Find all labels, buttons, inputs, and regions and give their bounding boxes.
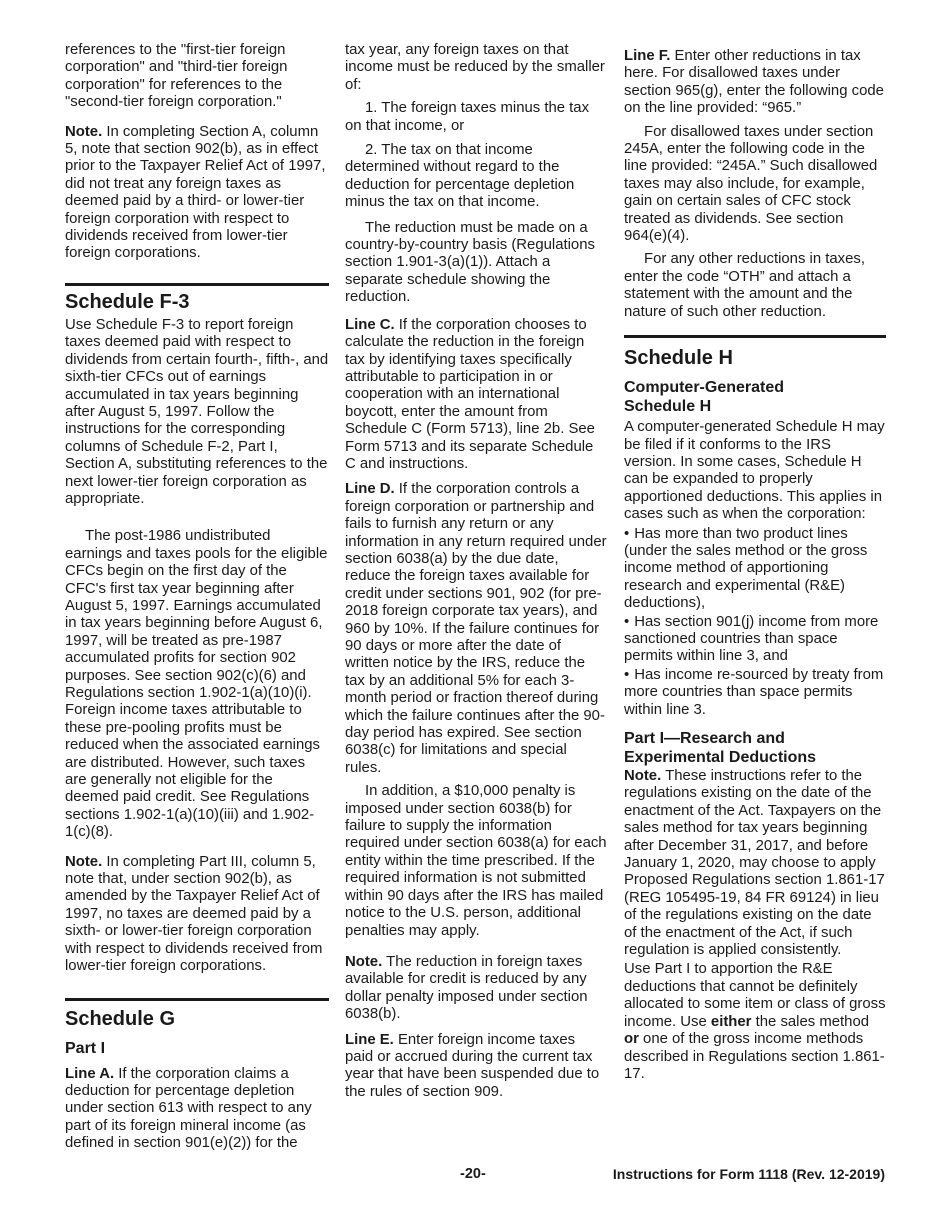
paragraph: For any other reductions in taxes, enter the code “OTH” and attach a statement with the amount and the nature of such other reduction.	[624, 251, 865, 320]
paragraph: For disallowed taxes under section 245A, enter the following code in the line provided: “245A.” Such disallowed taxes may also include, for example, gain on certain sales of CFC stock treated as dividends. See section 964(e)(4).	[624, 123, 878, 245]
list-item: 1. The foreign taxes minus the tax on that income, or	[345, 100, 590, 134]
heading-part-i: Part I	[65, 1039, 106, 1057]
paragraph: The post-1986 undistributed earnings and taxes pools for the eligible CFCs begin on the first day of the CFC's first tax year beginning after August 5, 1997. Earnings accumulated in tax years beginning before August 6, 1997, will be treated as pre-1987 accumulated profits for section 902 purposes. See section 902(c)(6) and Regulations section 1.902-1(a)(10)(i). Foreign income taxes attributable to these pre-pooling profits must be reduced when the associated earnings are distributed. However, such taxes are generally not eligible for the deemed paid credit. See Regulations sections 1.902-1(a)(10)(iii) and 1.902-1(c)(8).	[65, 528, 328, 841]
line-f-lead: Line F.	[624, 48, 671, 64]
text-run: the sales method	[751, 1013, 870, 1030]
heading-schedule-h: Schedule H	[624, 347, 733, 370]
note-lead: Note.	[65, 853, 103, 870]
column-3	[624, 48, 886, 1095]
line-a-paragraph	[65, 1066, 329, 1153]
line-d-lead: Line D.	[345, 481, 395, 498]
list-item: 2. The tax on that income determined without regard to the deduction for percentage depletion minus the tax on that income.	[345, 142, 575, 211]
section-rule	[65, 283, 329, 286]
line-d-paragraph	[345, 481, 607, 777]
note-text: In completing Section A, column 5, note that section 902(b), as in effect prior to the Taxpayer Relief Act of 1997, did not treat any foreign taxes as deemed paid by a third- or lower-tier foreign corporation with respect to dividends received from lower-tier foreign corporations.	[65, 123, 326, 262]
text-run: one of the gross income methods described in Regulations section 1.861-17.	[624, 1031, 885, 1082]
note-text: In completing Part III, column 5, note that, under section 902(b), as amended by the Taxpayer Relief Act of 1997, no taxes are deemed paid by a sixth- or lower-tier foreign corporation with respect to dividends received from lower-tier foreign corporations.	[65, 853, 323, 975]
bullet-list	[624, 526, 886, 719]
line-e-lead: Line E.	[345, 1031, 394, 1048]
emphasis: or	[624, 1031, 639, 1048]
line-e-paragraph	[345, 1032, 607, 1102]
note-paragraph	[345, 954, 607, 1024]
footer-form-title: Instructions for Form 1118 (Rev. 12-2019)	[612, 1166, 885, 1182]
heading-computer-generated: Computer-Generated Schedule H	[624, 379, 785, 416]
column-1	[65, 42, 329, 1165]
list-item: • Has section 901(j) income from more sanctioned countries than space permits within line 3, and	[624, 614, 886, 666]
line-c-paragraph	[345, 317, 607, 474]
heading-schedule-g: Schedule G	[65, 1007, 176, 1030]
paragraph: In addition, a $10,000 penalty is imposed under section 6038(b) for failure to supply the information required under section 6038(a) for each entity within the time prescribed. If the required information is not submitted within 90 days after the IRS has mailed notice to the U.S. person, additional penalties may apply.	[345, 783, 607, 939]
note-lead: Note.	[345, 953, 383, 970]
line-f-paragraph	[624, 48, 886, 118]
note-paragraph	[624, 768, 886, 959]
note-lead: Note.	[65, 123, 103, 140]
note-lead: Note.	[624, 768, 662, 784]
heading-part-i-research: Part I—Research and Experimental Deductions	[624, 730, 817, 766]
paragraph: Use Schedule F-3 to report foreign taxes deemed paid with respect to dividends from certain fourth-, fifth-, and sixth-tier CFCs out of earnings accumulated in tax years beginning after August 5, 1997. Follow the instructions for the corresponding columns of Schedule F-2, Part I, Section A, substituting references to the next lower-tier foreign corporation as appropriate.	[65, 316, 329, 507]
line-c-lead: Line C.	[345, 316, 395, 333]
paragraph: A computer-generated Schedule H may be filed if it conforms to the IRS version. In some cases, Schedule H can be expanded to properly apportioned deductions. This applies in cases such as when the corporation:	[624, 419, 885, 523]
text-run: Use Part I to apportion the R&E deductions that cannot be definitely allocated to some item or class of gross income. Use	[624, 961, 886, 1030]
note-paragraph	[65, 124, 329, 263]
paragraph: references to the "first-tier foreign corporation" and "third-tier foreign corporation" for references to the "second-tier foreign corporation."	[65, 42, 288, 111]
heading-schedule-f3: Schedule F-3	[65, 290, 190, 313]
paragraph: tax year, any foreign taxes on that income must be reduced by the smaller of:	[345, 42, 605, 93]
line-a-text: If the corporation claims a deduction for percentage depletion under section 613 with respect to any part of its foreign mineral income (as defined in section 901(e)(2)) for the	[65, 1065, 312, 1152]
note-text: The reduction in foreign taxes available for credit is reduced by any dollar penalty imposed under section 6038(b).	[345, 953, 588, 1023]
line-d-text: If the corporation controls a foreign corporation or partnership and fails to furnish any return or any information in any return required under section 6038(a) by the due date, reduce the foreign taxes available for credit under sections 901, 902 (for pre-2018 foreign corporate tax years), and 960 by 10%. If the failure continues for 90 days or more after the date of written notice by the IRS, reduce the tax by an additional 5% for each 3-month period or fraction thereof during which the failure continues after the 90-day period has expired. See section 6038(c) for limitations and special rules.	[345, 481, 607, 776]
page-number: -20-	[460, 1166, 486, 1182]
line-a-lead: Line A.	[65, 1065, 115, 1082]
line-c-text: If the corporation chooses to calculate the reduction in the foreign tax by identifying taxes specifically attributable to participation in or cooperation with an international boycott, enter the amount from Schedule C (Form 5713), line 2b. See Form 5713 and its separate Schedule C and instructions.	[345, 316, 595, 472]
line-e-text: Enter foreign income taxes paid or accrued during the current tax year that have been suspended due to the rules of section 909.	[345, 1031, 600, 1100]
emphasis: either	[710, 1013, 752, 1030]
note-paragraph	[65, 854, 329, 976]
list-item: • Has more than two product lines (under the sales method or the gross income method of apportioning research and experimental (R&E) deductions),	[624, 526, 886, 613]
column-2	[345, 42, 607, 1113]
paragraph: The reduction must be made on a country-by-country basis (Regulations section 1.901-3(a)(1)). Attach a separate schedule showing the reduction.	[345, 219, 595, 306]
list-item: • Has income re-sourced by treaty from more countries than space permits within line 3.	[624, 667, 886, 719]
paragraph	[624, 961, 886, 1083]
section-rule	[65, 998, 329, 1001]
note-text: These instructions refer to the regulations existing on the date of the enactment of the Act. Taxpayers on the sales method for tax years beginning after December 31, 2017, and before January 1, 2020, may choose to apply Proposed Regulations section 1.861-17 (REG 105495-19, 84 FR 69124) in lieu of the regulations existing on the date of the enactment of the Act, if such regulation is applied consistently.	[624, 768, 885, 959]
section-rule	[624, 335, 886, 338]
line-f-text: Enter other reductions in tax here. For disallowed taxes under section 965(g), enter the following code on the line provided: “965.”	[624, 48, 884, 117]
